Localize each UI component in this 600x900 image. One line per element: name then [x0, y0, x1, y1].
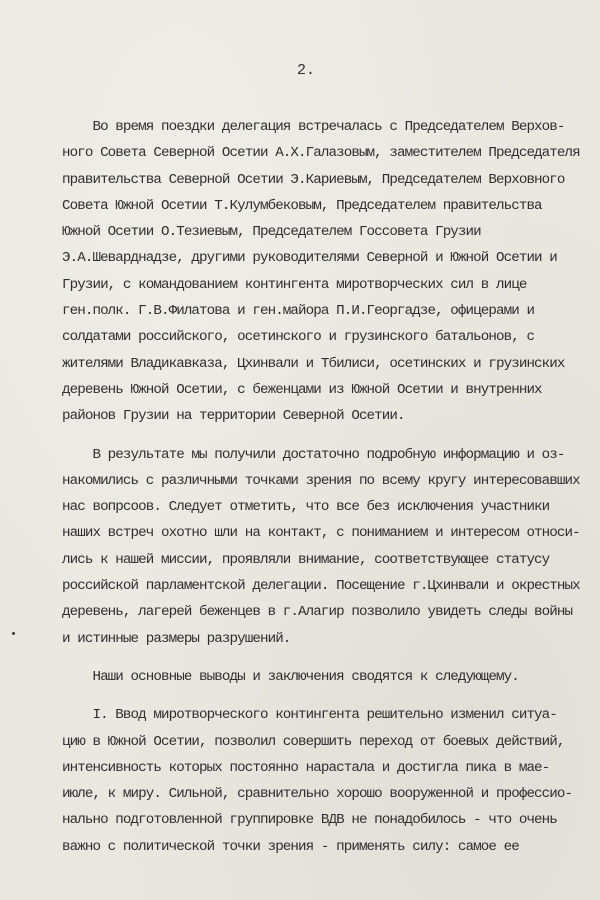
- text-line: цию в Южной Осетии, позволил совершить переход от боевых действий,: [62, 733, 565, 750]
- text-line: и истинные размеры разрушений.: [62, 630, 291, 647]
- text-line: июле, к миру. Сильной, сравнительно хорошо вооруженной и профессио-: [62, 786, 573, 803]
- text-line: Совета Южной Осетии Т.Кулумбековым, Председателем правительства: [62, 197, 542, 214]
- text-line: Южной Осетии О.Тезиевым, Председателем Госсовета Грузии: [62, 224, 481, 241]
- text-line: нально подготовленной группировке ВДВ не понадобилось - что очень: [62, 812, 557, 829]
- text-line: жителями Владикавказа, Цхинвали и Тбилиси, осетинских и грузинских: [62, 355, 565, 372]
- text-line: Э.А.Шеварднадзе, другими руководителями Северной и Южной Осетии и: [62, 250, 557, 267]
- text-line: районов Грузии на территории Северной Осетии.: [62, 408, 405, 425]
- text-line: лись к нашей миссии, проявляли внимание, соответствующее статусу: [62, 551, 550, 568]
- paragraph: [62, 114, 600, 430]
- typewritten-text: [62, 114, 600, 860]
- text-line: деревень, лагерей беженцев в г.Алагир позволило увидеть следы войны: [62, 604, 573, 621]
- text-line: Во время поездки делегация встречалась с Председателем Верхов-: [62, 119, 565, 135]
- text-line: В результате мы получили достаточно подробную информацию и оз-: [62, 446, 565, 463]
- text-line: накомились с различными точками зрения по всему кругу интересовавших: [62, 472, 580, 489]
- text-line: нас вопрсоов. Следует отметить, что все без исключения участники: [62, 499, 550, 516]
- paragraph: [62, 442, 600, 652]
- text-line: важно с политической точки зрения - применять силу: самое ее: [62, 838, 519, 855]
- text-line: ген.полк. Г.В.Филатова и ген.майора П.И.Георгадзе, офицерами и: [62, 303, 535, 320]
- text-line: российской парламентской делегации. Посещение г.Цхинвали и окрестных: [62, 578, 580, 595]
- text-line: интенсивность которых постоянно нарастала и достигла пика в мае-: [62, 759, 550, 776]
- text-line: солдатами российского, осетинского и грузинского батальонов, с: [62, 329, 535, 346]
- text-line: ного Совета Северной Осетии А.Х.Галазовым, заместителем Председателя: [62, 145, 580, 162]
- page-number: 2.: [296, 62, 315, 79]
- text-line: деревень Южной Осетии, с беженцами из Южной Осетии и внутренних: [62, 381, 542, 398]
- text-line: правительства Северной Осетии Э.Кариевым, Председателем Верховного: [62, 171, 565, 188]
- text-line: I. Ввод миротворческого контингента решительно изменил ситуа-: [62, 707, 557, 724]
- text-line: наших встреч охотно шли на контакт, с пониманием и интересом относи-: [62, 525, 580, 542]
- text-line: Наши основные выводы и заключения сводятся к следующему.: [62, 668, 519, 685]
- paragraph: [62, 702, 600, 860]
- margin-mark: [12, 632, 15, 635]
- paragraph: [62, 664, 600, 690]
- text-line: Грузии, с командованием контингента миротворческих сил в лице: [62, 276, 527, 293]
